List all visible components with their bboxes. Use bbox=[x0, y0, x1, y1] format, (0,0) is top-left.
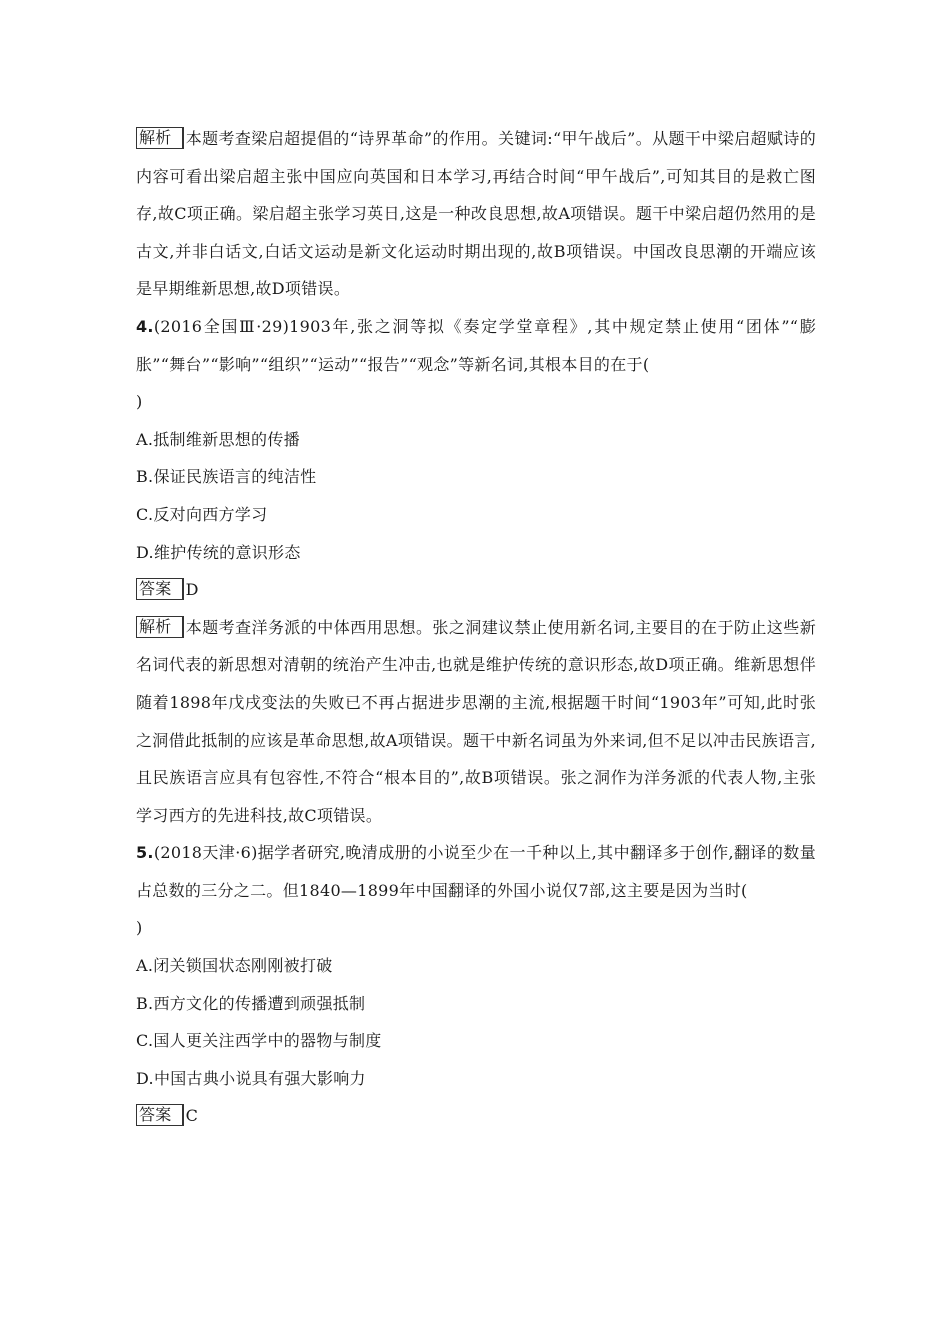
question-stem-text: (2016全国Ⅲ·29)1903年,张之洞等拟《奏定学堂章程》,其中规定禁止使用“团体”“膨胀”“舞台”“影响”“组织”“运动”“报告”“观念”等新名词,其根本目的在于( bbox=[136, 316, 816, 374]
question-number: 4. bbox=[136, 316, 154, 336]
question-4-option-a: A.抵制维新思想的传播 bbox=[136, 429, 300, 449]
question-5-option-c: C.国人更关注西学中的器物与制度 bbox=[136, 1031, 382, 1051]
question-5-option-a: A.闭关锁国状态刚刚被打破 bbox=[136, 956, 333, 976]
question-4-option-b: B.保证民族语言的纯洁性 bbox=[136, 467, 317, 487]
answer-value: D bbox=[185, 580, 199, 600]
question-5-stem bbox=[136, 834, 816, 909]
analysis-paragraph-q3 bbox=[136, 120, 816, 308]
question-4-stem bbox=[136, 308, 816, 383]
answer-value: C bbox=[185, 1106, 199, 1126]
document-page bbox=[136, 120, 816, 1135]
question-stem-text: (2018天津·6)据学者研究,晚清成册的小说至少在一千种以上,其中翻译多于创作,翻译的数量占总数的三分之二。但1840—1899年中国翻译的外国小说仅7部,这主要是因为当时( bbox=[136, 843, 816, 900]
analysis-paragraph-q4 bbox=[136, 609, 816, 835]
answer-label: 答案 bbox=[136, 578, 184, 600]
analysis-label: 解析 bbox=[136, 616, 184, 638]
analysis-text: 本题考查梁启超提倡的“诗界革命”的作用。关键词:“甲午战后”。从题干中梁启超赋诗的内容可看出梁启超主张中国应向英国和日本学习,再结合时间“甲午战后”,可知其目的是救亡图存,故C项正确。梁启超主张学习英日,这是一种改良思想,故A项错误。题干中梁启超仍然用的是古文,并非白话文,白话文运动是新文化运动时期出现的,故B项错误。中国改良思潮的开端应该是早期维新思想,故D项错误。 bbox=[136, 129, 816, 299]
answer-label: 答案 bbox=[136, 1104, 184, 1126]
question-5-option-b: B.西方文化的传播遭到顽强抵制 bbox=[136, 993, 366, 1013]
question-4-option-c: C.反对向西方学习 bbox=[136, 504, 268, 524]
question-4-answer bbox=[136, 571, 816, 609]
analysis-label: 解析 bbox=[136, 127, 184, 149]
question-5-answer bbox=[136, 1097, 816, 1135]
question-5-close-paren: ) bbox=[136, 918, 143, 938]
question-4-option-d: D.维护传统的意识形态 bbox=[136, 542, 301, 562]
question-5-option-d: D.中国古典小说具有强大影响力 bbox=[136, 1068, 366, 1088]
question-4-close-paren: ) bbox=[136, 392, 143, 412]
question-number: 5. bbox=[136, 843, 154, 863]
analysis-text: 本题考查洋务派的中体西用思想。张之洞建议禁止使用新名词,主要目的在于防止这些新名词代表的新思想对清朝的统治产生冲击,也就是维护传统的意识形态,故D项正确。维新思想伴随着1898年戊戌变法的失败已不再占据进步思潮的主流,根据题干时间“1903年”可知,此时张之洞借此抵制的应该是革命思想,故A项错误。题干中新名词虽为外来词,但不足以冲击民族语言,且民族语言应具有包容性,不符合“根本目的”,故B项错误。张之洞作为洋务派的代表人物,主张学习西方的先进科技,故C项错误。 bbox=[136, 617, 817, 825]
